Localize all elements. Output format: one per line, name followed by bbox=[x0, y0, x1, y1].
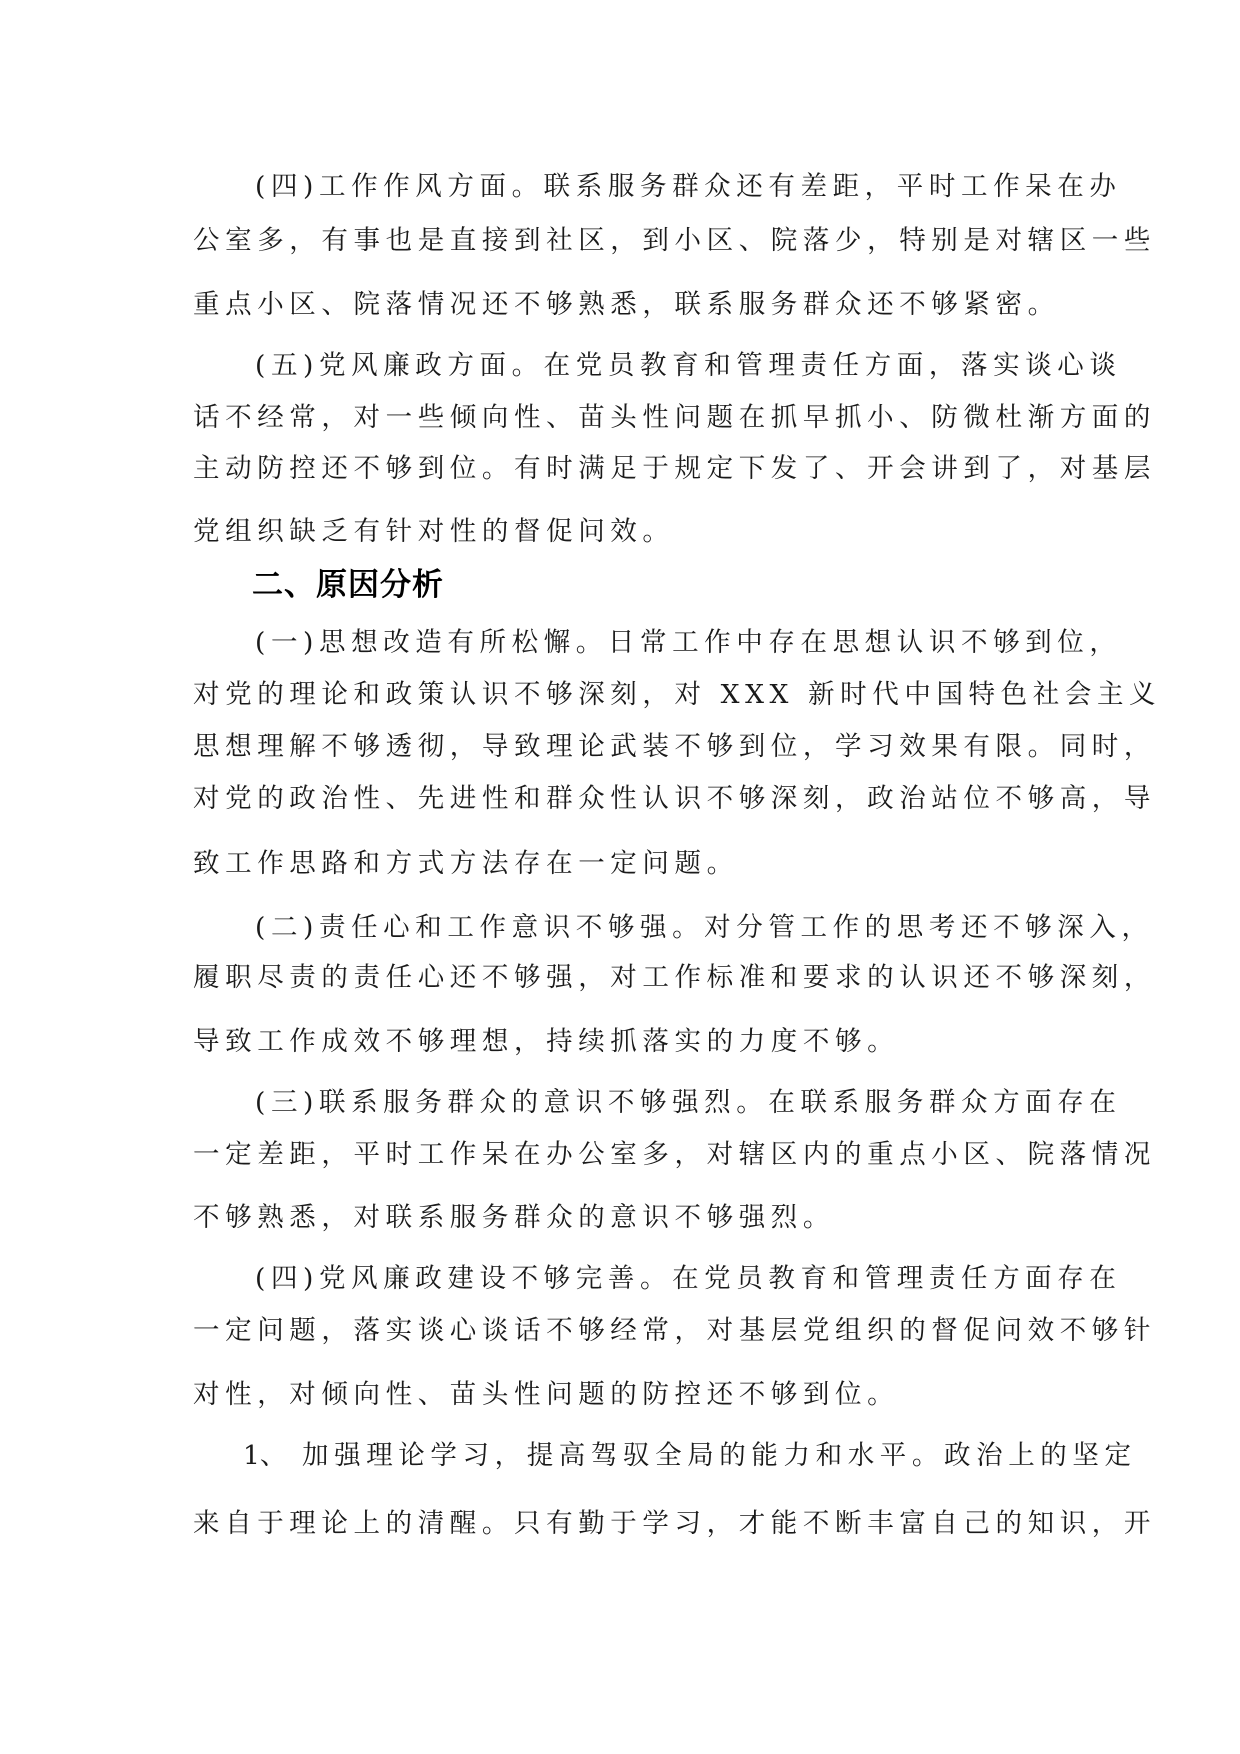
paragraph-line: 主动防控还不够到位。有时满足于规定下发了、开会讲到了，对基层 bbox=[193, 453, 1156, 484]
paragraph-line: 对党的政治性、先进性和群众性认识不够深刻，政治站位不够高，导 bbox=[193, 783, 1156, 814]
section-heading: 二、原因分析 bbox=[252, 567, 444, 603]
paragraph-line: (四)工作作风方面。联系服务群众还有差距，平时工作呆在办 bbox=[255, 171, 1122, 202]
paragraph-line: 一定差距，平时工作呆在办公室多，对辖区内的重点小区、院落情况 bbox=[193, 1139, 1156, 1170]
paragraph-line: 导致工作成效不够理想，持续抓落实的力度不够。 bbox=[193, 1026, 900, 1057]
paragraph-line: (二)责任心和工作意识不够强。对分管工作的思考还不够深入， bbox=[255, 912, 1154, 943]
paragraph-line: (一)思想改造有所松懈。日常工作中存在思想认识不够到位， bbox=[255, 627, 1122, 658]
paragraph-line: 履职尽责的责任心还不够强，对工作标准和要求的认识还不够深刻， bbox=[193, 962, 1156, 993]
paragraph-line: (三)联系服务群众的意识不够强烈。在联系服务群众方面存在 bbox=[255, 1087, 1122, 1118]
paragraph-line: 对性，对倾向性、苗头性问题的防控还不够到位。 bbox=[193, 1379, 900, 1410]
paragraph-line: 对党的理论和政策认识不够深刻，对 XXX 新时代中国特色社会主义 bbox=[193, 679, 1162, 710]
list-number: 1、 bbox=[243, 1440, 287, 1471]
paragraph-line: 公室多，有事也是直接到社区，到小区、院落少，特别是对辖区一些 bbox=[193, 225, 1156, 256]
paragraph-line: 一定问题，落实谈心谈话不够经常，对基层党组织的督促问效不够针 bbox=[193, 1315, 1156, 1346]
paragraph-line: 思想理解不够透彻，导致理论武装不够到位，学习效果有限。同时， bbox=[193, 731, 1156, 762]
paragraph-line: 来自于理论上的清醒。只有勤于学习，才能不断丰富自己的知识，开 bbox=[193, 1508, 1156, 1539]
paragraph-line: 重点小区、院落情况还不够熟悉，联系服务群众还不够紧密。 bbox=[193, 289, 1060, 320]
paragraph-line: 党组织缺乏有针对性的督促问效。 bbox=[193, 516, 675, 547]
paragraph-line: 话不经常，对一些倾向性、苗头性问题在抓早抓小、防微杜渐方面的 bbox=[193, 402, 1156, 433]
paragraph-line: 不够熟悉，对联系服务群众的意识不够强烈。 bbox=[193, 1202, 835, 1233]
paragraph-line: (五)党风廉政方面。在党员教育和管理责任方面，落实谈心谈 bbox=[255, 350, 1122, 381]
paragraph-line: 致工作思路和方式方法存在一定问题。 bbox=[193, 848, 739, 879]
paragraph-line: (四)党风廉政建设不够完善。在党员教育和管理责任方面存在 bbox=[255, 1263, 1122, 1294]
paragraph-line: 加强理论学习，提高驾驭全局的能力和水平。政治上的坚定 bbox=[302, 1440, 1137, 1471]
